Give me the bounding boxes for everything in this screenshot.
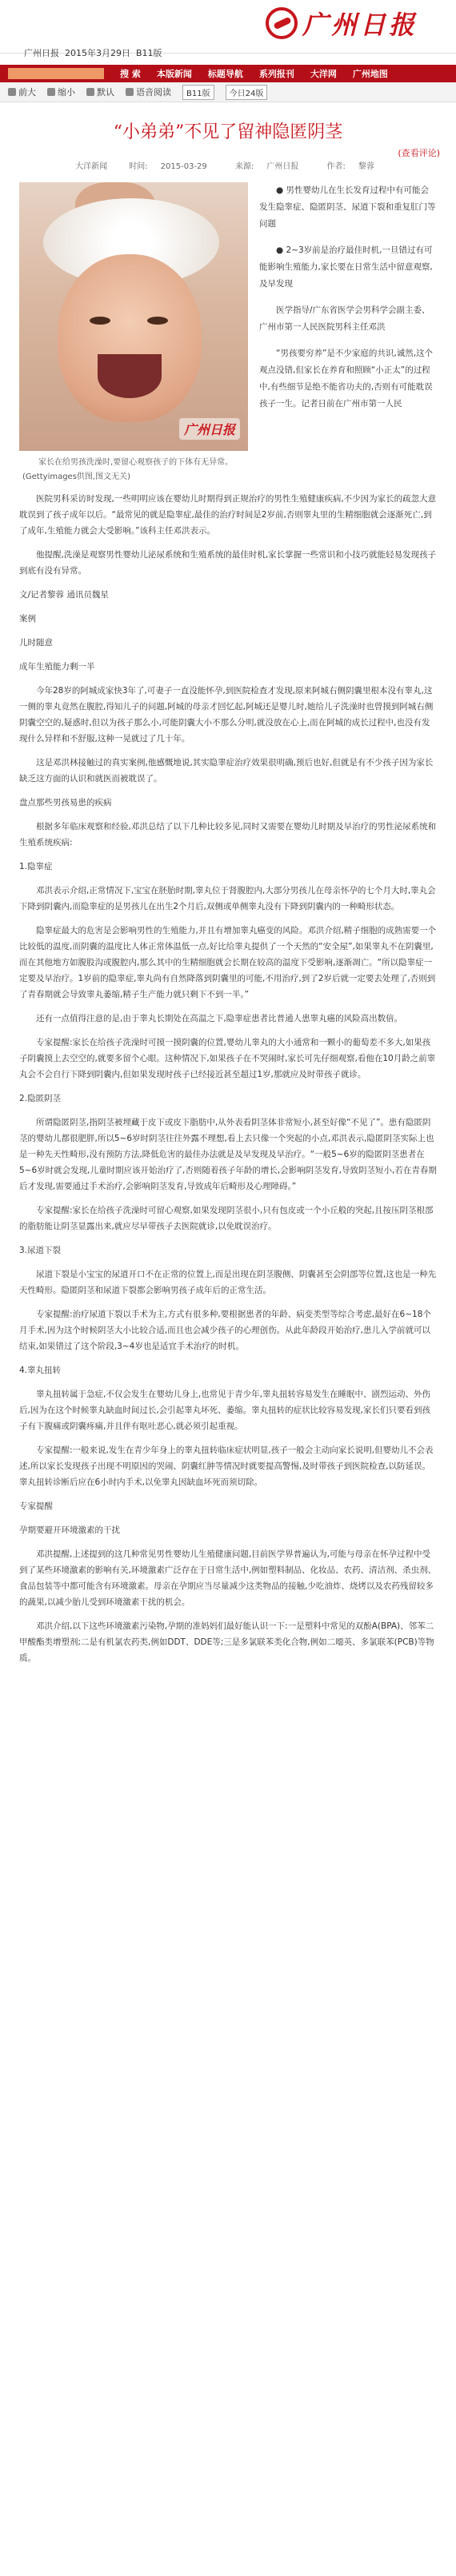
article xyxy=(0,118,456,1666)
section-heading: 案例 xyxy=(19,614,36,624)
meta-source: 大洋新闻 xyxy=(75,162,108,171)
article-paragraph: 专家提醒:一般来说,发生在青少年身上的睾丸扭转临床症状明显,孩子一般会主动向家长说明,但婴幼儿不会表述,所以家长发现孩子出现不明原因的哭闹、阴囊红肿等情况时就要提高警惕,及时带孩子到医院检查,以防延误。睾丸扭转诊断后应在6小时内手术,以免睾丸因缺血坏死而须切除。 xyxy=(19,1446,434,1487)
toolbar xyxy=(0,82,456,102)
section-heading: 儿时随意 xyxy=(19,638,53,648)
nav-item-map[interactable]: 广州地图 xyxy=(352,69,388,79)
article-body xyxy=(0,182,456,1666)
meta-time: 2015-03-29 xyxy=(160,162,207,171)
article-paragraph: 他提醒,洗澡是观察男性婴幼儿泌尿系统和生殖系统的最佳时机,家长掌握一些常识和小技巧就能轻易发现孩子到底有没有异常。 xyxy=(19,550,437,576)
masthead xyxy=(0,0,456,58)
main-nav xyxy=(0,65,456,82)
article-paragraphs xyxy=(19,491,437,1666)
section-heading: 专家提醒 xyxy=(19,1501,53,1511)
zoom-in-icon xyxy=(8,88,16,96)
default-button[interactable]: 默认 xyxy=(86,86,114,98)
article-paragraph: 这是邓洪林接触过的真实案例,他感慨地说,其实隐睾症治疗效果很明确,预后也好,但就是有不少孩子因为家长缺乏这方面的认识和就医而被耽误了。 xyxy=(19,758,434,784)
section-heading: 4.睾丸扭转 xyxy=(19,1366,62,1375)
nav-item-news[interactable]: 本版新闻 xyxy=(156,69,192,79)
section-heading: 1.隐睾症 xyxy=(19,862,53,871)
article-paragraph: 尿道下裂是小宝宝的尿道开口不在正常的位置上,而是出现在阴茎腹侧、阴囊甚至会阴部等位置,这也是一种先天性畸形。隐匿阴茎和尿道下裂都会影响男孩子成年后的正常生活。 xyxy=(19,1270,437,1295)
article-paragraph: 邓洪提醒,上述提到的这几种常见男性婴幼儿生殖健康问题,目前医学界普遍认为,可能与母亲在怀孕过程中受到了某些环境激素的影响有关,环境激素广泛存在于日常生活中,例如塑料制品、化妆品、农药、清洁剂、杀虫剂、食品包装等中都可能含有环境激素。母亲在孕期应当尽量减少这类物品的接触,少吃油炸、烧烤以及农药残留较多的蔬果,以减少胎儿受到环境激素干扰的机会。 xyxy=(19,1549,437,1607)
intro-paragraph: “男孩要穷养”是不少家庭的共识,诚然,这个观点没错,但家长在养育和照顾“小正太”的过程中,有些细节是绝不能省功夫的,否则有可能耽误孩子一生。记者日前在广州市第一人民 xyxy=(259,349,434,409)
article-paragraph: 专家提醒:家长在给孩子洗澡时可摸一摸阴囊的位置,婴幼儿睾丸的大小通常和一颗小的葡萄差不多大,如果孩子阴囊摸上去空空的,就要多留个心眼。这种情况下,如果孩子在不哭闹时,家长可先仔细观察,看他在10月龄之前睾丸会不会自行下降到阴囊内,但如果发现时孩子已经接近甚至超过1岁,那就应及时带孩子就诊。 xyxy=(19,1038,436,1079)
article-photo[interactable] xyxy=(19,182,248,451)
nav-item-titles[interactable]: 标题导航 xyxy=(207,69,243,79)
search-button[interactable]: 搜 索 xyxy=(120,69,141,79)
article-paragraph: 专家提醒:家长在给孩子洗澡时可留心观察,如果发现阴茎很小,只有包皮或一个小丘般的突起,且按压阴茎根部的脂肪能让阴茎显露出来,就应尽早带孩子去医院就诊,以免耽误治疗。 xyxy=(19,1206,434,1231)
meta-from: 广州日报 xyxy=(266,162,299,171)
article-paragraph: 专家提醒:治疗尿道下裂以手术为主,方式有很多种,要根据患者的年龄、病变类型等综合考虑,最好在6~18个月手术,因为这个时候阴茎大小比较合适,而且也会减少孩子的心理创伤。从此年龄段开始治疗,患儿入学前就可以结束,如果错过了这个阶段,3~4岁也是适宜手术治疗的时机。 xyxy=(19,1310,431,1351)
speaker-icon xyxy=(126,88,134,96)
medical-guidance: 医学指导/广东省医学会男科学会副主委、广州市第一人民医院男科主任邓洪 xyxy=(259,305,430,332)
section-heading: 3.尿道下裂 xyxy=(19,1246,62,1255)
shrink-button[interactable]: 缩小 xyxy=(47,86,75,98)
view-comments-link[interactable]: (查看评论) xyxy=(398,148,440,158)
paper-page: B11版 xyxy=(136,48,162,58)
section-heading: 2.隐匿阴茎 xyxy=(19,1094,62,1103)
meta-author: 黎蓉 xyxy=(358,162,374,171)
newspaper-logo[interactable] xyxy=(266,6,442,40)
logo-text: 广州日报 xyxy=(302,10,418,40)
article-meta: 大洋新闻 时间: 2015-03-29 来源: 广州日报 作者: 黎蓉 xyxy=(75,162,374,171)
article-title: “小弟弟”不见了留神隐匿阴茎 xyxy=(113,122,343,142)
search-input[interactable] xyxy=(8,68,104,79)
paper-name: 广州日报 xyxy=(24,48,59,58)
section-heading: 成年生殖能力剩一半 xyxy=(19,662,95,672)
voice-button[interactable]: 语音阅读 xyxy=(126,86,171,98)
article-paragraph: 还有一点值得注意的是,由于睾丸长期处在高温之下,隐睾症患者比普通人患睾丸癌的风险高出数倍。 xyxy=(36,1014,403,1023)
summary-point-2: ● 2~3岁前是治疗最佳时机,一旦错过有可能影响生殖能力,家长要在日常生活中留意观察,及早发现 xyxy=(19,242,437,293)
edition-select[interactable]: B11版 xyxy=(182,85,214,100)
article-figure xyxy=(19,182,248,484)
logo-icon xyxy=(266,7,298,39)
section-heading: 孕期要避开环境激素的干扰 xyxy=(19,1525,120,1535)
paper-info xyxy=(24,46,162,59)
article-paragraph: 所谓隐匿阴茎,指阴茎被埋藏于皮下或皮下脂肪中,从外表看阴茎体非常短小,甚至好像“不见了”。患有隐匿阴茎的婴幼儿都很肥胖,所以5~6岁时阴茎往往外露不理想,看上去只像一个突起的小点,邓洪表示,隐匿阴茎实际上也是一种先天性畸形,没有预防方法,降低危害的最佳办法就是及早发现及早治疗。“一般5~6岁的隐匿阴茎患者在5~6岁时就会发现,儿童时期应该开始治疗了,否则随着孩子年龄的增长,会影响阴茎发育,导致阴茎短小,若在青春期后才发现,需要通过手术治疗,会影响阴茎发育,导致成年后畸形及心理障碍。” xyxy=(19,1118,437,1191)
article-paragraph: 根据多年临床观察和经验,邓洪总结了以下几种比较多见,同时又需要在婴幼儿时期及早治疗的男性泌尿系统和生殖系统疾病: xyxy=(19,822,437,847)
paper-date: 2015年3月29日 xyxy=(65,48,130,58)
nav-item-dayoo[interactable]: 大洋网 xyxy=(310,69,337,79)
article-paragraph: 邓洪介绍,以下这些环境激素污染物,孕期的准妈妈们最好能认识一下:一是塑料中常见的双酚A(BPA)、邻苯二甲酸酯类增塑剂;二是有机氯农药类,例如DDT、DDE等;三是多氯联苯类化合物,例如二噁英、多氯联苯(PCB)等物质。 xyxy=(19,1621,434,1663)
article-paragraph: 邓洪表示介绍,正常情况下,宝宝在胚胎时期,睾丸位于肾腹腔内,大部分男孩儿在母亲怀孕的七个月大时,睾丸会下降到阴囊内,而隐睾症的是男孩儿在出生2个月后,双侧或单侧睾丸没有下降到阴囊内的一种畸形状态。 xyxy=(19,886,436,911)
day-select[interactable]: 今日24版 xyxy=(226,85,268,100)
default-icon xyxy=(86,88,94,96)
article-paragraph: 文/记者黎蓉 通讯员魏星 xyxy=(19,590,109,600)
article-paragraph: 今年28岁的阿城成家快3年了,可妻子一直没能怀孕,到医院检查才发现,原来阿城右侧阴囊里根本没有睾丸,这一侧的睾丸竟然在腹腔,得知儿子的问题,阿城的母亲才回忆起,阿城还是婴儿时,她给儿子洗澡时也曾摸到阿城右侧阴囊空空的,疑惑时,但以为孩子那么小,可能阴囊大小不那么分明,就没放在心上,而在阿城的成长过程中,也没有发现什么异样和不舒服,这种一晃就过了几十年。 xyxy=(19,686,434,744)
photo-watermark: 广州日报 xyxy=(179,418,240,440)
article-paragraph: 医院男科采访时发现,一些明明应该在婴幼儿时期得到正规治疗的男性生殖健康疾病,不少因为家长的疏忽大意耽误到了孩子成年以后。“最常见的就是隐睾症,最佳的治疗时间是2岁前,否则睾丸里的生精细胞就会逐渐死亡,到了成年,生殖能力就会大受影响。”该科主任邓洪表示。 xyxy=(19,494,437,536)
summary-point-1: ● 男性婴幼儿在生长发育过程中有可能会发生隐睾症、隐匿阴茎、尿道下裂和重复肛门等问题 xyxy=(19,182,437,233)
article-paragraph: 隐睾症最大的危害是会影响男性的生殖能力,并且有增加睾丸癌变的风险。邓洪介绍,精子细胞的成熟需要一个比较低的温度,而阴囊的温度比人体正常体温低一点,好比给睾丸提供了一个天然的“安全屋”,如果睾丸不在阴囊里,而在其他地方如腹股沟或腹腔内,那么其中的生精细胞就会长期在较高的温度下受影响,逐渐凋亡。“所以隐睾症一定要及早治疗。1岁前的隐睾症,睾丸尚有自然降落到阴囊里的可能,不用治疗,到了2岁后就一定要去处理了,否则到了青春期就会导致睾丸萎缩,精子生产能力就只剩下不到一半。” xyxy=(19,926,437,999)
enlarge-button[interactable]: 前大 xyxy=(8,86,36,98)
section-heading: 盘点那些男孩易患的疾病 xyxy=(19,798,112,807)
photo-caption: 家长在给男孩洗澡时,要留心观察孩子的下体有无异常。(Gettyimages供图,图文无关) xyxy=(22,458,234,481)
zoom-out-icon xyxy=(47,88,55,96)
nav-item-series[interactable]: 系列报刊 xyxy=(258,69,294,79)
article-paragraph: 睾丸扭转属于急症,不仅会发生在婴幼儿身上,也常见于青少年,睾丸扭转容易发生在睡眠中、剧烈运动、外伤后,因为在这个时候睾丸缺血时间过长,会引起睾丸坏死、萎缩。睾丸扭转的症状比较容易发现,家长们只要看到孩子有下腹痛或阴囊疼痛,并且伴有呕吐恶心,就必须引起重视。 xyxy=(19,1390,431,1431)
